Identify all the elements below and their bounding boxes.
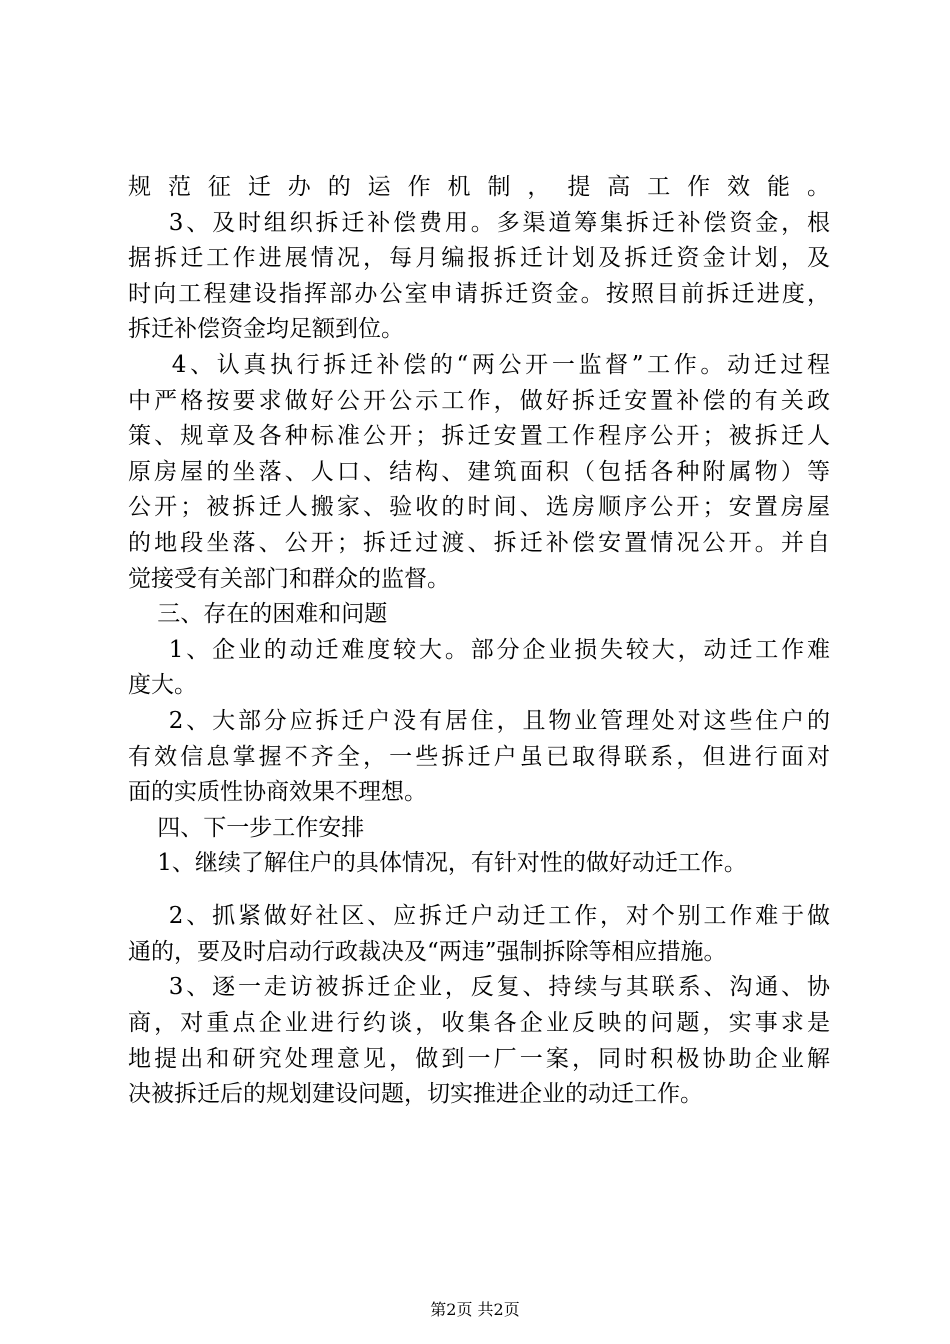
body-line: 据拆迁工作进展情况，每月编报拆迁计划及拆迁资金计划，及 [128,245,830,272]
body-line: 2、大部分应拆迁户没有居住，且物业管理处对这些住户的 [128,707,830,734]
body-line: 1、继续了解住户的具体情况，有针对性的做好动迁工作。 [128,850,747,877]
body-line: 中严格按要求做好公开公示工作，做好拆迁安置补偿的有关政 [128,387,830,414]
body-line: 拆迁补偿资金均足额到位。 [128,316,404,343]
section-heading: 三、存在的困难和问题 [128,601,388,628]
body-line: 通的，要及时启动行政裁决及“两违”强制拆除等相应措施。 [128,938,727,965]
body-line: 面的实质性协商效果不理想。 [128,779,427,806]
body-line: 有效信息掌握不齐全，一些拆迁户虽已取得联系，但进行面对 [128,743,830,770]
body-line: 原房屋的坐落、人口、结构、建筑面积（包括各种附属物）等 [128,458,830,485]
body-line: 1、企业的动迁难度较大。部分企业损失较大，动迁工作难 [128,636,830,663]
body-line: 的地段坐落、公开；拆迁过渡、拆迁补偿安置情况公开。并自 [128,529,830,556]
body-line: 商，对重点企业进行约谈，收集各企业反映的问题，实事求是 [128,1010,830,1037]
body-line: 规范征迁办的运作机制，提高工作效能。 [128,174,830,200]
body-line: 2、抓紧做好社区、应拆迁户动迁工作，对个别工作难于做 [128,903,830,930]
body-line: 度大。 [128,672,197,699]
body-line: 地提出和研究处理意见，做到一厂一案，同时积极协助企业解 [128,1045,830,1072]
document-body [128,170,830,1113]
body-line: 4、认真执行拆迁补偿的“两公开一监督”工作。动迁过程 [128,351,830,378]
body-line: 策、规章及各种标准公开；拆迁安置工作程序公开；被拆迁人 [128,423,830,450]
body-line: 时向工程建设指挥部办公室申请拆迁资金。按照目前拆迁进度， [128,280,830,307]
body-line: 决被拆迁后的规划建设问题，切实推进企业的动迁工作。 [128,1081,703,1108]
body-line: 3、及时组织拆迁补偿费用。多渠道筹集拆迁补偿资金，根 [128,209,830,236]
body-line: 3、逐一走访被拆迁企业，反复、持续与其联系、沟通、协 [128,974,830,1001]
page-number-footer: 第2页 共2页 [430,1300,520,1319]
body-line: 公开；被拆迁人搬家、验收的时间、选房顺序公开；安置房屋 [128,494,830,521]
section-heading: 四、下一步工作安排 [128,814,365,841]
body-line: 觉接受有关部门和群众的监督。 [128,565,450,592]
